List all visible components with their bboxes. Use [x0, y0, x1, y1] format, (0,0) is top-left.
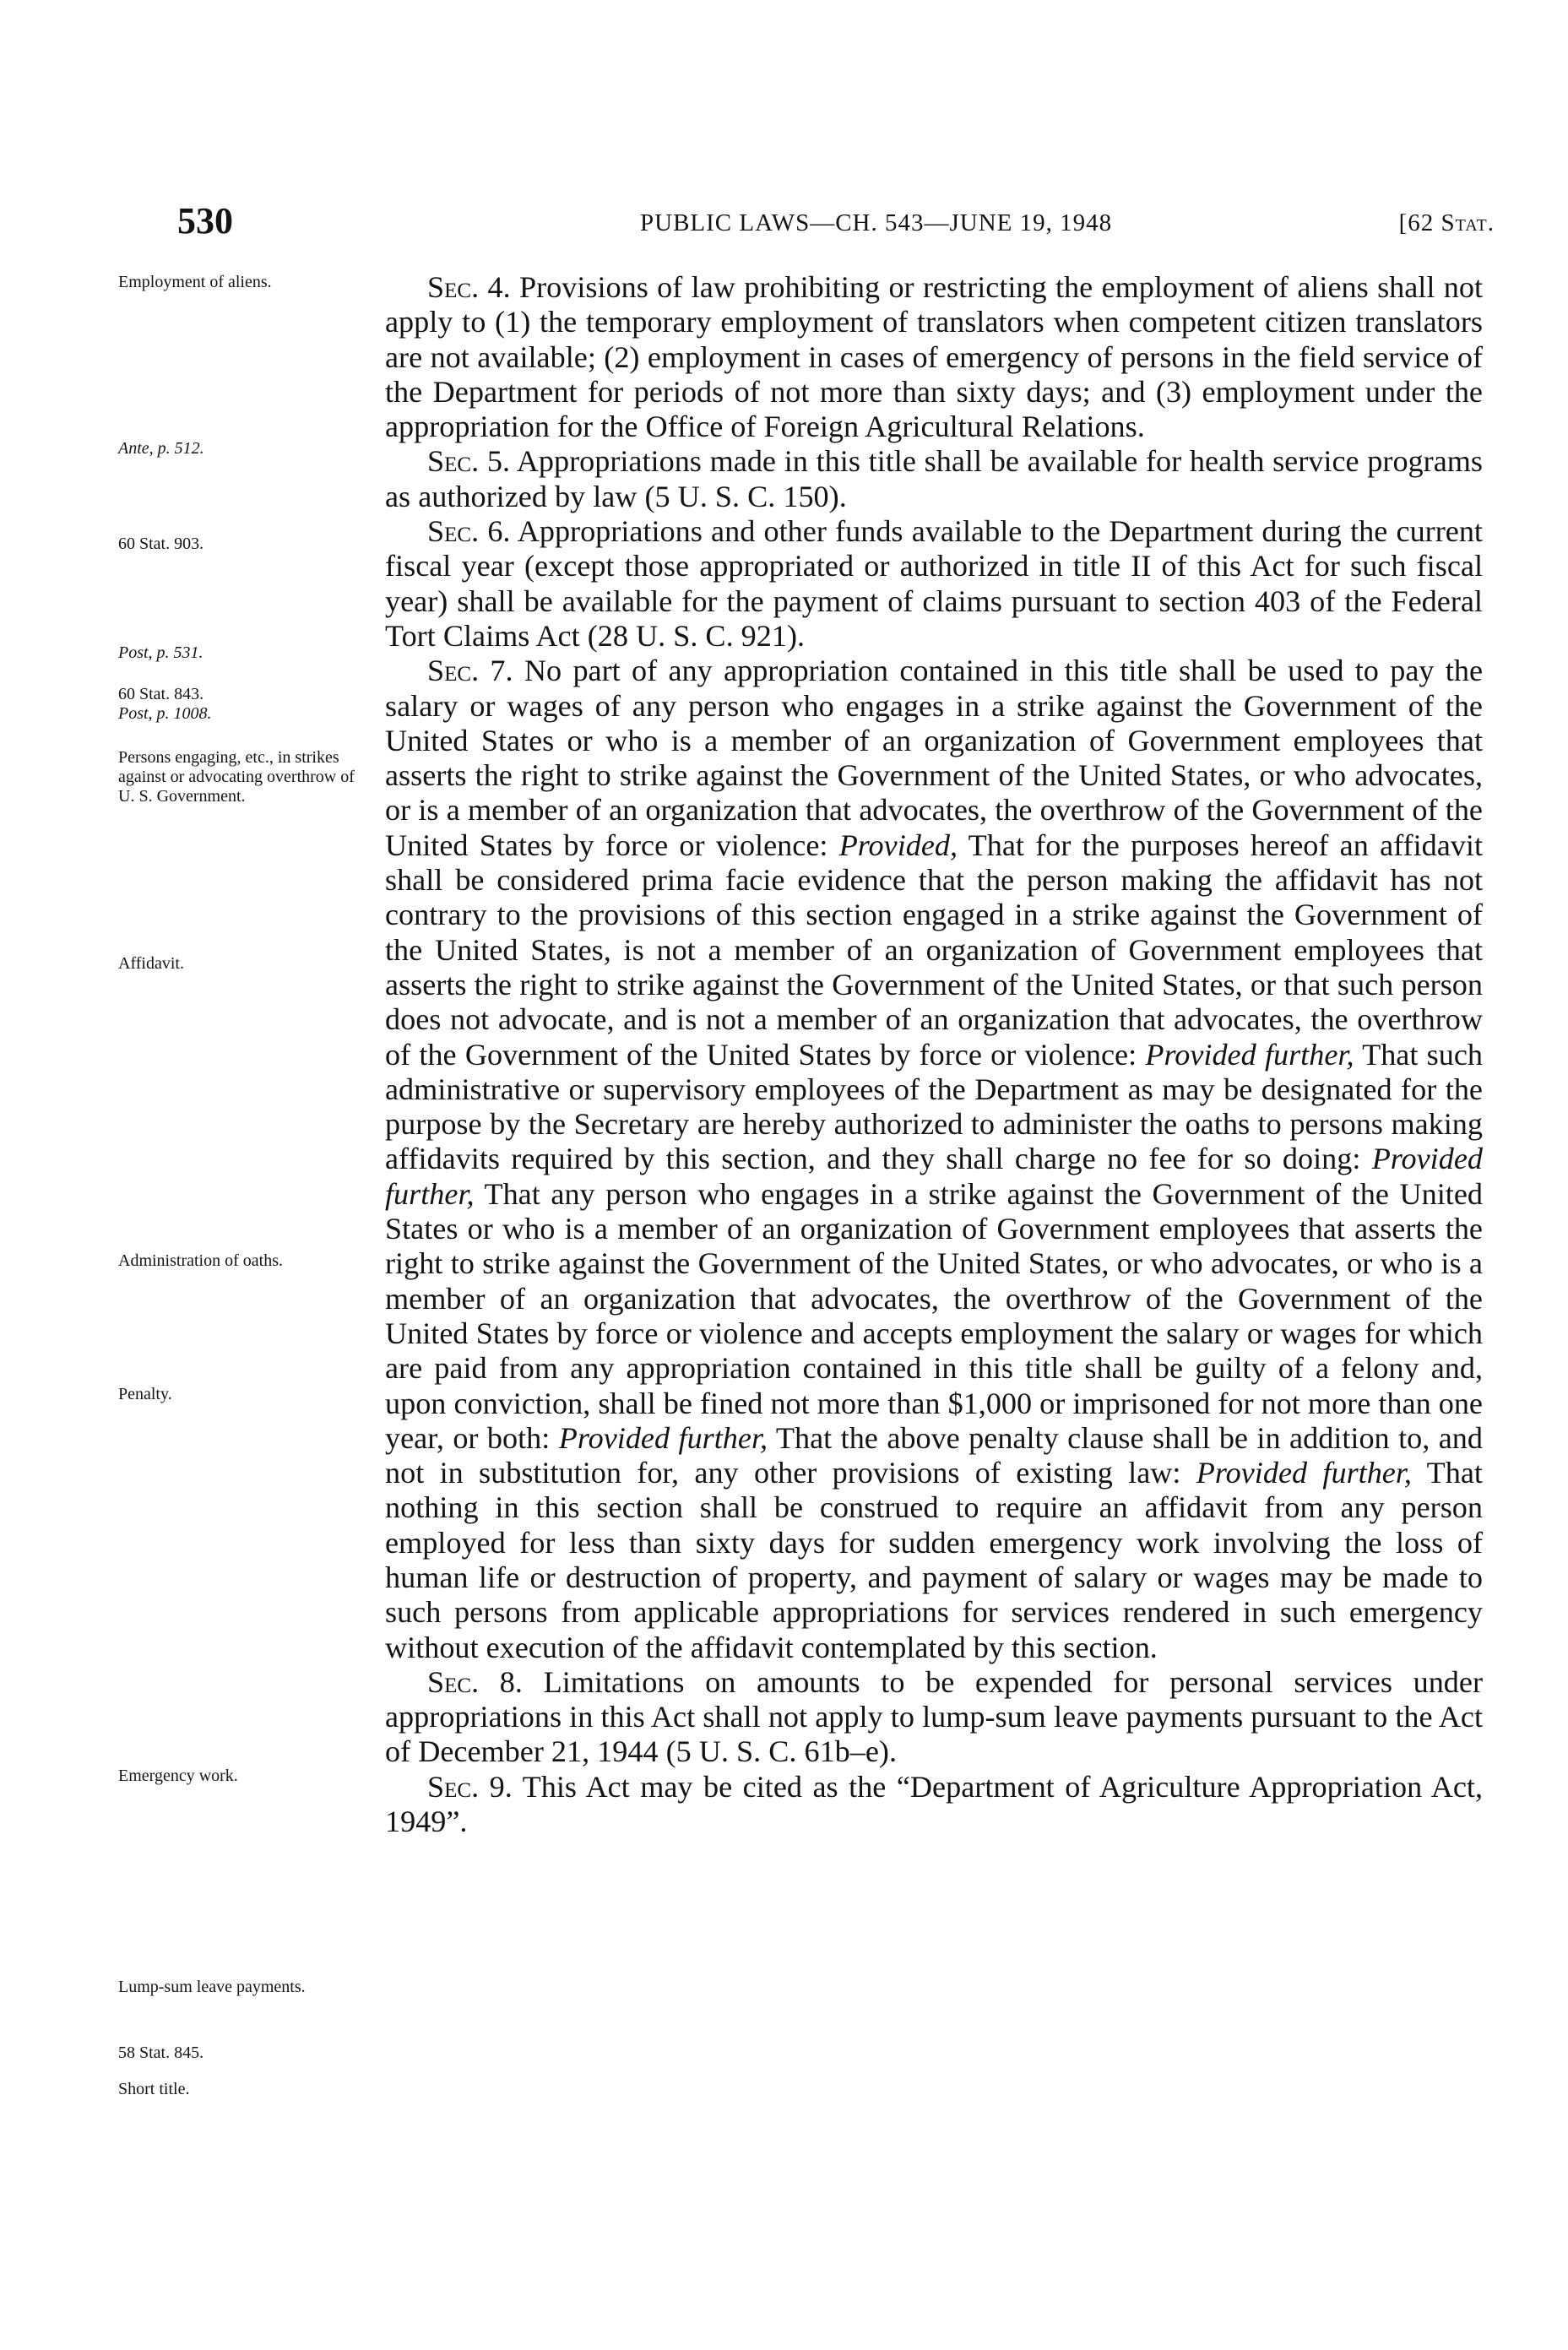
section-text: This Act may be cited as the “Department of Agriculture Appropriation Act, 1949”.: [385, 1769, 1483, 1839]
section-label: Sec. 7.: [427, 654, 513, 688]
section-text: Appropriations and other funds available to the Department during the current fiscal year (except those appropriated or authorized in title II of this Act for such fiscal year) shall be available for the payment of claims pursuant to section 403 of the Federal Tort Claims Act (28 U. S. C. 921).: [385, 514, 1483, 653]
proviso: Provided further,: [385, 1142, 1483, 1211]
proviso: Provided,: [838, 828, 958, 862]
page-header: [177, 199, 1495, 242]
margin-note-lump-sum-leave: Lump-sum leave payments.: [118, 1978, 306, 1996]
section-text: Appropriations made in this title shall be available for health service programs as authorized by law (5 U. S. C. 150).: [385, 444, 1483, 513]
section-label: Sec. 4.: [427, 270, 511, 304]
section-text: Limitations on amounts to be expended for personal services under appropriations in this Act shall not apply to lump-sum leave payments pursuant to the Act of December 21, 1944 (5 U. S. C. 61b–e).: [385, 1664, 1484, 1769]
section-label: Sec. 6.: [427, 514, 511, 549]
section-text: That nothing in this section shall be construed to require an affidavit from any person employed for less than sixty days for sudden emergency work involving the loss of human life or destruction of property, and payment of salary or wages may be made to such persons from applicable appropriations for services rendered in such emergency without execution of the affidavit contemplated by this section.: [385, 1456, 1483, 1664]
margin-note-short-title: Short title.: [118, 2080, 190, 2098]
section-text: That the above penalty clause shall be in addition to, and not in substitution for, any other provisions of existing law:: [385, 1420, 1483, 1490]
section-text: That any person who engages in a strike against the Government of the United States or who is a member of an organization of Government employees that asserts the right to strike against the Government of the United States, or who advocates, or who is a member of an organization that advocates, the overthrow of the Government of the United States by force or violence and accepts employment the salary or wages for which are paid from any appropriation contained in this title shall be guilty of a felony and, upon conviction, shall be fined not more than $1,000 or imprisoned for not more than one year, or both:: [385, 1176, 1483, 1455]
margin-note-employment-of-aliens: Employment of aliens.: [118, 273, 272, 291]
margin-note-post-p531: Post, p. 531.: [118, 643, 203, 662]
statute-reference: [62 Stat.: [1398, 209, 1495, 236]
section-label: Sec. 8.: [427, 1664, 523, 1699]
section-label: Sec. 5.: [427, 444, 511, 479]
margin-note-post-p1008: Post, p. 1008.: [118, 704, 212, 723]
section-text: That such administrative or supervisory employees of the Department as may be designated for the purpose by the Secretary are hereby authorized to administer the oaths to persons making affidavits required by this section, and they shall charge no fee for so doing:: [385, 1037, 1483, 1176]
section-text: That for the purposes hereof an affidavit shall be considered prima facie evidence that the person making the affidavit has not contrary to the provisions of this section engaged in a strike against the Government of the United States, is not a member of an organization of Government employees that asserts the right to strike against the Government of the United States, or that such person does not advocate, and is not a member of an organization that advocates, the overthrow of the Government of the United States by force or violence:: [385, 828, 1483, 1072]
section-label: Sec. 9.: [427, 1769, 513, 1804]
margin-note-58-stat-845: 58 Stat. 845.: [118, 2043, 204, 2062]
margin-note-persons-engaging: Persons engaging, etc., in strikes against or advocating overthrow of U. S. Government.: [118, 748, 355, 806]
section-9: [385, 1770, 1483, 1840]
section-7: [385, 654, 1483, 1665]
section-6: [385, 514, 1483, 654]
page-number: 530: [177, 200, 233, 242]
margin-note-penalty: Penalty.: [118, 1385, 172, 1403]
section-text: No part of any appropriation contained in this title shall be used to pay the salary or wages of any person who engages in a strike against the Government of the United States or who is a member of an organization of Government employees that asserts the right to strike against the Government of the United States, or who advocates, or is a member of an organization that advocates, the overthrow of the Government of the United States by force or violence:: [385, 654, 1483, 862]
section-text: Provisions of law prohibiting or restricting the employment of aliens shall not apply to (1) the temporary employment of translators when competent citizen translators are not available; (2) employment in cases of emergency of persons in the field service of the Department for periods of not more than sixty days; and (3) employment under the appropriation for the Office of Foreign Agricultural Relations.: [385, 270, 1484, 444]
margin-note-60-stat-843: 60 Stat. 843.: [118, 685, 204, 703]
margin-note-affidavit: Affidavit.: [118, 954, 184, 973]
margin-note-administration-of-oaths: Administration of oaths.: [118, 1251, 283, 1270]
body-text: [385, 270, 1483, 1839]
section-8: [385, 1665, 1483, 1770]
section-4: [385, 270, 1483, 444]
running-title: PUBLIC LAWS—CH. 543—JUNE 19, 1948: [640, 209, 1113, 236]
margin-note-60-stat-903: 60 Stat. 903.: [118, 535, 204, 553]
proviso: Provided further,: [1145, 1037, 1354, 1072]
section-5: [385, 444, 1483, 514]
proviso: Provided further,: [1196, 1456, 1412, 1490]
proviso: Provided further,: [558, 1420, 768, 1455]
margin-note-ante-p512: Ante, p. 512.: [118, 439, 204, 458]
margin-note-emergency-work: Emergency work.: [118, 1767, 238, 1785]
